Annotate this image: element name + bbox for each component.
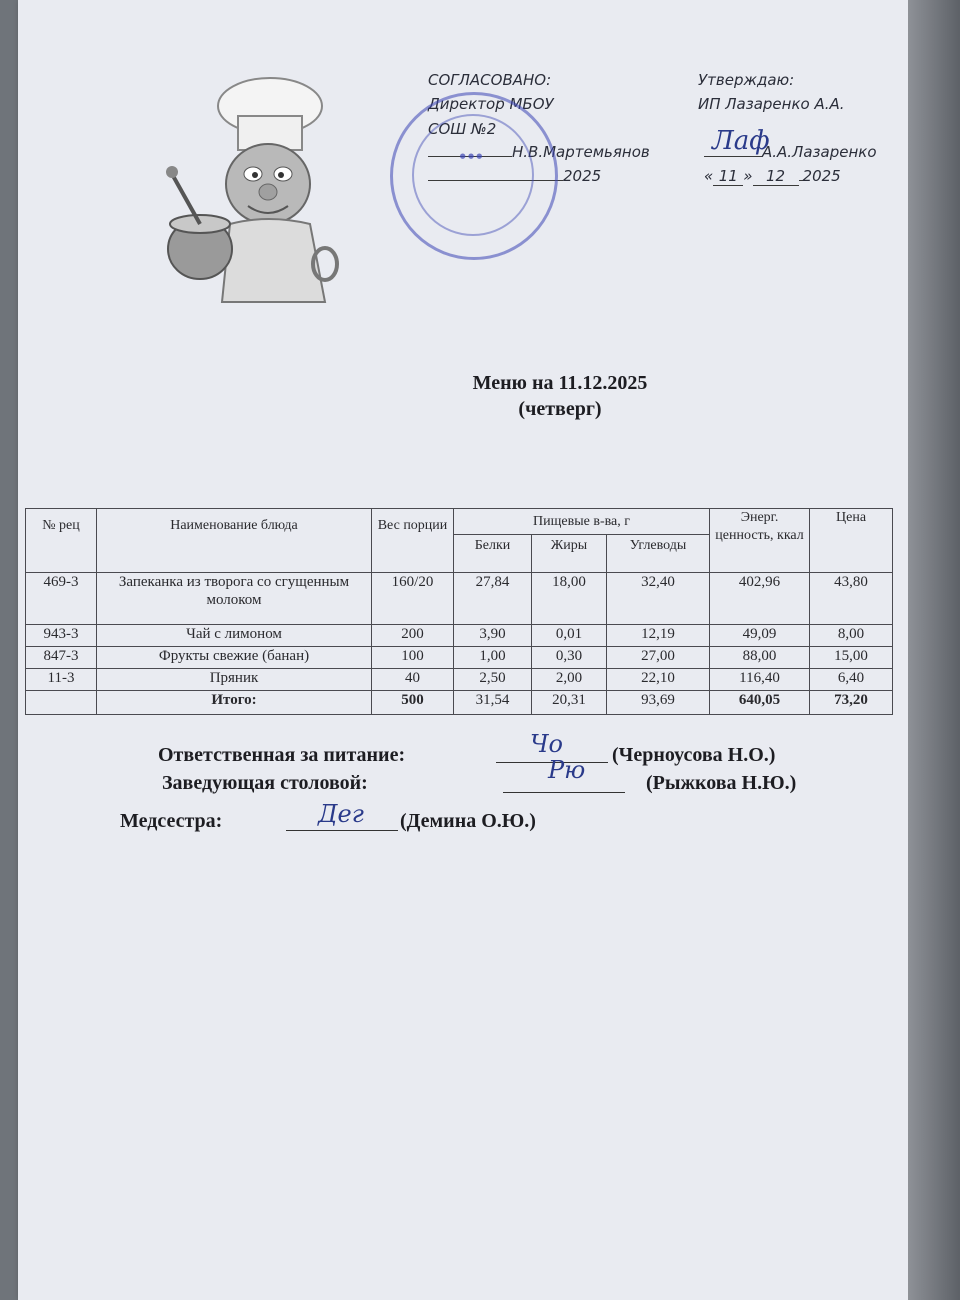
approval-left-year: 2025 [563,167,602,185]
chef-illustration [160,74,350,306]
cell-carbs: 27,00 [607,647,710,669]
cell-fats: 2,00 [532,669,607,691]
cell-name: Чай с лимоном [97,625,372,647]
table-row [26,647,893,669]
cell-carbs: 22,10 [607,669,710,691]
menu-weekday: (четверг) [518,398,602,420]
cell-num: 11-3 [26,669,97,691]
approval-director-name: Н.В.Мартемьянов [512,143,650,161]
cell-carbs: 32,40 [607,573,710,625]
cell-energy: 88,00 [710,647,810,669]
total-proteins: 31,54 [454,691,532,715]
menu-table [25,508,893,715]
total-label: Итого: [97,691,372,715]
cell-empty [26,691,97,715]
school-stamp: ● ● ● [390,92,558,260]
nurse-signature: Дег [318,800,364,828]
header-price: Цена [810,509,893,573]
canteen-head-label: Заведующая столовой: [162,772,368,794]
total-fats: 20,31 [532,691,607,715]
header-num: № рец [26,509,97,573]
cell-energy: 49,09 [710,625,810,647]
table-row [26,625,893,647]
approve-month: 12 [753,167,799,186]
quote-close: » [743,167,753,185]
approve-signature: Лаф [712,126,770,156]
canteen-signature-line [503,792,625,793]
food-signature: Чо [530,730,563,758]
approve-date-line [704,167,841,186]
header-proteins: Белки [454,535,532,573]
approval-school: СОШ №2 [428,120,497,138]
cell-fats: 18,00 [532,573,607,625]
nurse-label: Медсестра: [120,810,223,832]
cell-price: 6,40 [810,669,893,691]
cell-price: 15,00 [810,647,893,669]
cell-carbs: 12,19 [607,625,710,647]
food-responsible-name: (Черноусова Н.О.) [612,744,776,766]
table-row [26,573,893,625]
cell-proteins: 2,50 [454,669,532,691]
table-total-row [26,691,893,715]
cell-fats: 0,30 [532,647,607,669]
total-price: 73,20 [810,691,893,715]
header-energy: Энерг. ценность, ккал [710,509,810,573]
approve-year: 2025 [802,167,841,185]
cell-fats: 0,01 [532,625,607,647]
food-responsible-label: Ответственная за питание: [158,744,406,766]
approval-heading: СОГЛАСОВАНО: [428,71,552,89]
canteen-head-name: (Рыжкова Н.Ю.) [646,772,797,794]
cell-num: 469-3 [26,573,97,625]
header-fats: Жиры [532,535,607,573]
total-carbs: 93,69 [607,691,710,715]
header-nutrients: Пищевые в-ва, г [454,509,710,535]
cell-price: 8,00 [810,625,893,647]
cell-num: 847-3 [26,647,97,669]
cell-name: Фрукты свежие (банан) [97,647,372,669]
total-weight: 500 [372,691,454,715]
cell-weight: 160/20 [372,573,454,625]
cell-num: 943-3 [26,625,97,647]
approve-name: А.А.Лазаренко [762,143,877,161]
cell-energy: 402,96 [710,573,810,625]
cell-name: Запеканка из творога со сгущенным молоком [97,573,372,625]
cell-proteins: 1,00 [454,647,532,669]
nurse-name: (Демина О.Ю.) [400,810,536,832]
approve-day: 11 [713,167,743,186]
cell-name: Пряник [97,669,372,691]
cell-proteins: 27,84 [454,573,532,625]
canteen-signature: Рю [548,756,586,784]
header-name: Наименование блюда [97,509,372,573]
quote-open: « [704,167,714,185]
total-energy: 640,05 [710,691,810,715]
cell-price: 43,80 [810,573,893,625]
cell-energy: 116,40 [710,669,810,691]
nurse-signature-line [286,830,398,831]
approval-director-title: Директор МБОУ [428,95,554,113]
header-carbs: Углеводы [607,535,710,573]
menu-title: Меню на 11.12.2025 [472,372,648,394]
table-row [26,669,893,691]
cell-proteins: 3,90 [454,625,532,647]
desk-background [908,0,960,1300]
header-weight: Вес порции [372,509,454,573]
approve-heading: Утверждаю: [698,71,795,89]
approve-entrepreneur: ИП Лазаренко А.А. [698,95,845,113]
cell-weight: 100 [372,647,454,669]
cell-weight: 200 [372,625,454,647]
cell-weight: 40 [372,669,454,691]
